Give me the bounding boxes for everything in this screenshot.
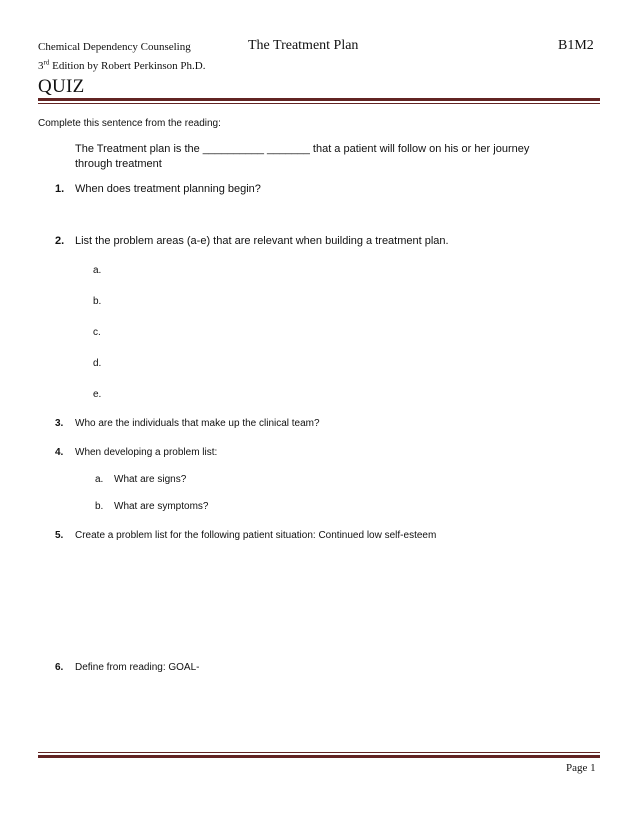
question-number: 6. — [55, 662, 64, 673]
list-item-letter: d. — [93, 358, 102, 369]
question-text: Define from reading: GOAL- — [75, 662, 200, 673]
question-text: When developing a problem list: — [75, 447, 218, 458]
list-item-letter: e. — [93, 389, 102, 400]
list-item-letter: b. — [93, 296, 102, 307]
header-rule-thick — [38, 98, 600, 101]
list-item-letter: a. — [93, 265, 102, 276]
edition-author: Edition by Robert Perkinson Ph.D. — [49, 60, 206, 72]
sub-item-letter: a. — [95, 474, 104, 485]
sentence-line-2: through treatment — [75, 158, 162, 170]
document-title: The Treatment Plan — [248, 38, 359, 53]
question-text: When does treatment planning begin? — [75, 183, 261, 195]
header-rule-thin — [38, 103, 600, 104]
question-number: 3. — [55, 418, 64, 429]
question-number: 4. — [55, 447, 64, 458]
edition-superscript: rd — [43, 58, 50, 67]
sub-item-text: What are symptoms? — [114, 501, 209, 512]
sentence-line-1: The Treatment plan is the __________ _______ that a patient will follow on his or her journey — [75, 143, 530, 155]
instruction-text: Complete this sentence from the reading: — [38, 118, 221, 129]
sub-item-text: What are signs? — [114, 474, 187, 485]
question-text: List the problem areas (a-e) that are relevant when building a treatment plan. — [75, 235, 449, 247]
footer-rule-thin — [38, 752, 600, 753]
question-number: 2. — [55, 235, 65, 247]
page-number: Page 1 — [566, 762, 596, 774]
document-code: B1M2 — [558, 38, 594, 53]
quiz-heading: QUIZ — [38, 76, 85, 97]
edition-number: 3 — [38, 60, 44, 72]
question-number: 1. — [55, 183, 65, 195]
question-number: 5. — [55, 530, 64, 541]
course-name: Chemical Dependency Counseling — [38, 41, 191, 53]
footer-rule-thick — [38, 755, 600, 758]
edition-line — [38, 60, 205, 72]
list-item-letter: c. — [93, 327, 101, 338]
question-text: Create a problem list for the following patient situation: Continued low self-esteem — [75, 530, 437, 541]
question-text: Who are the individuals that make up the clinical team? — [75, 418, 320, 429]
sub-item-letter: b. — [95, 501, 104, 512]
